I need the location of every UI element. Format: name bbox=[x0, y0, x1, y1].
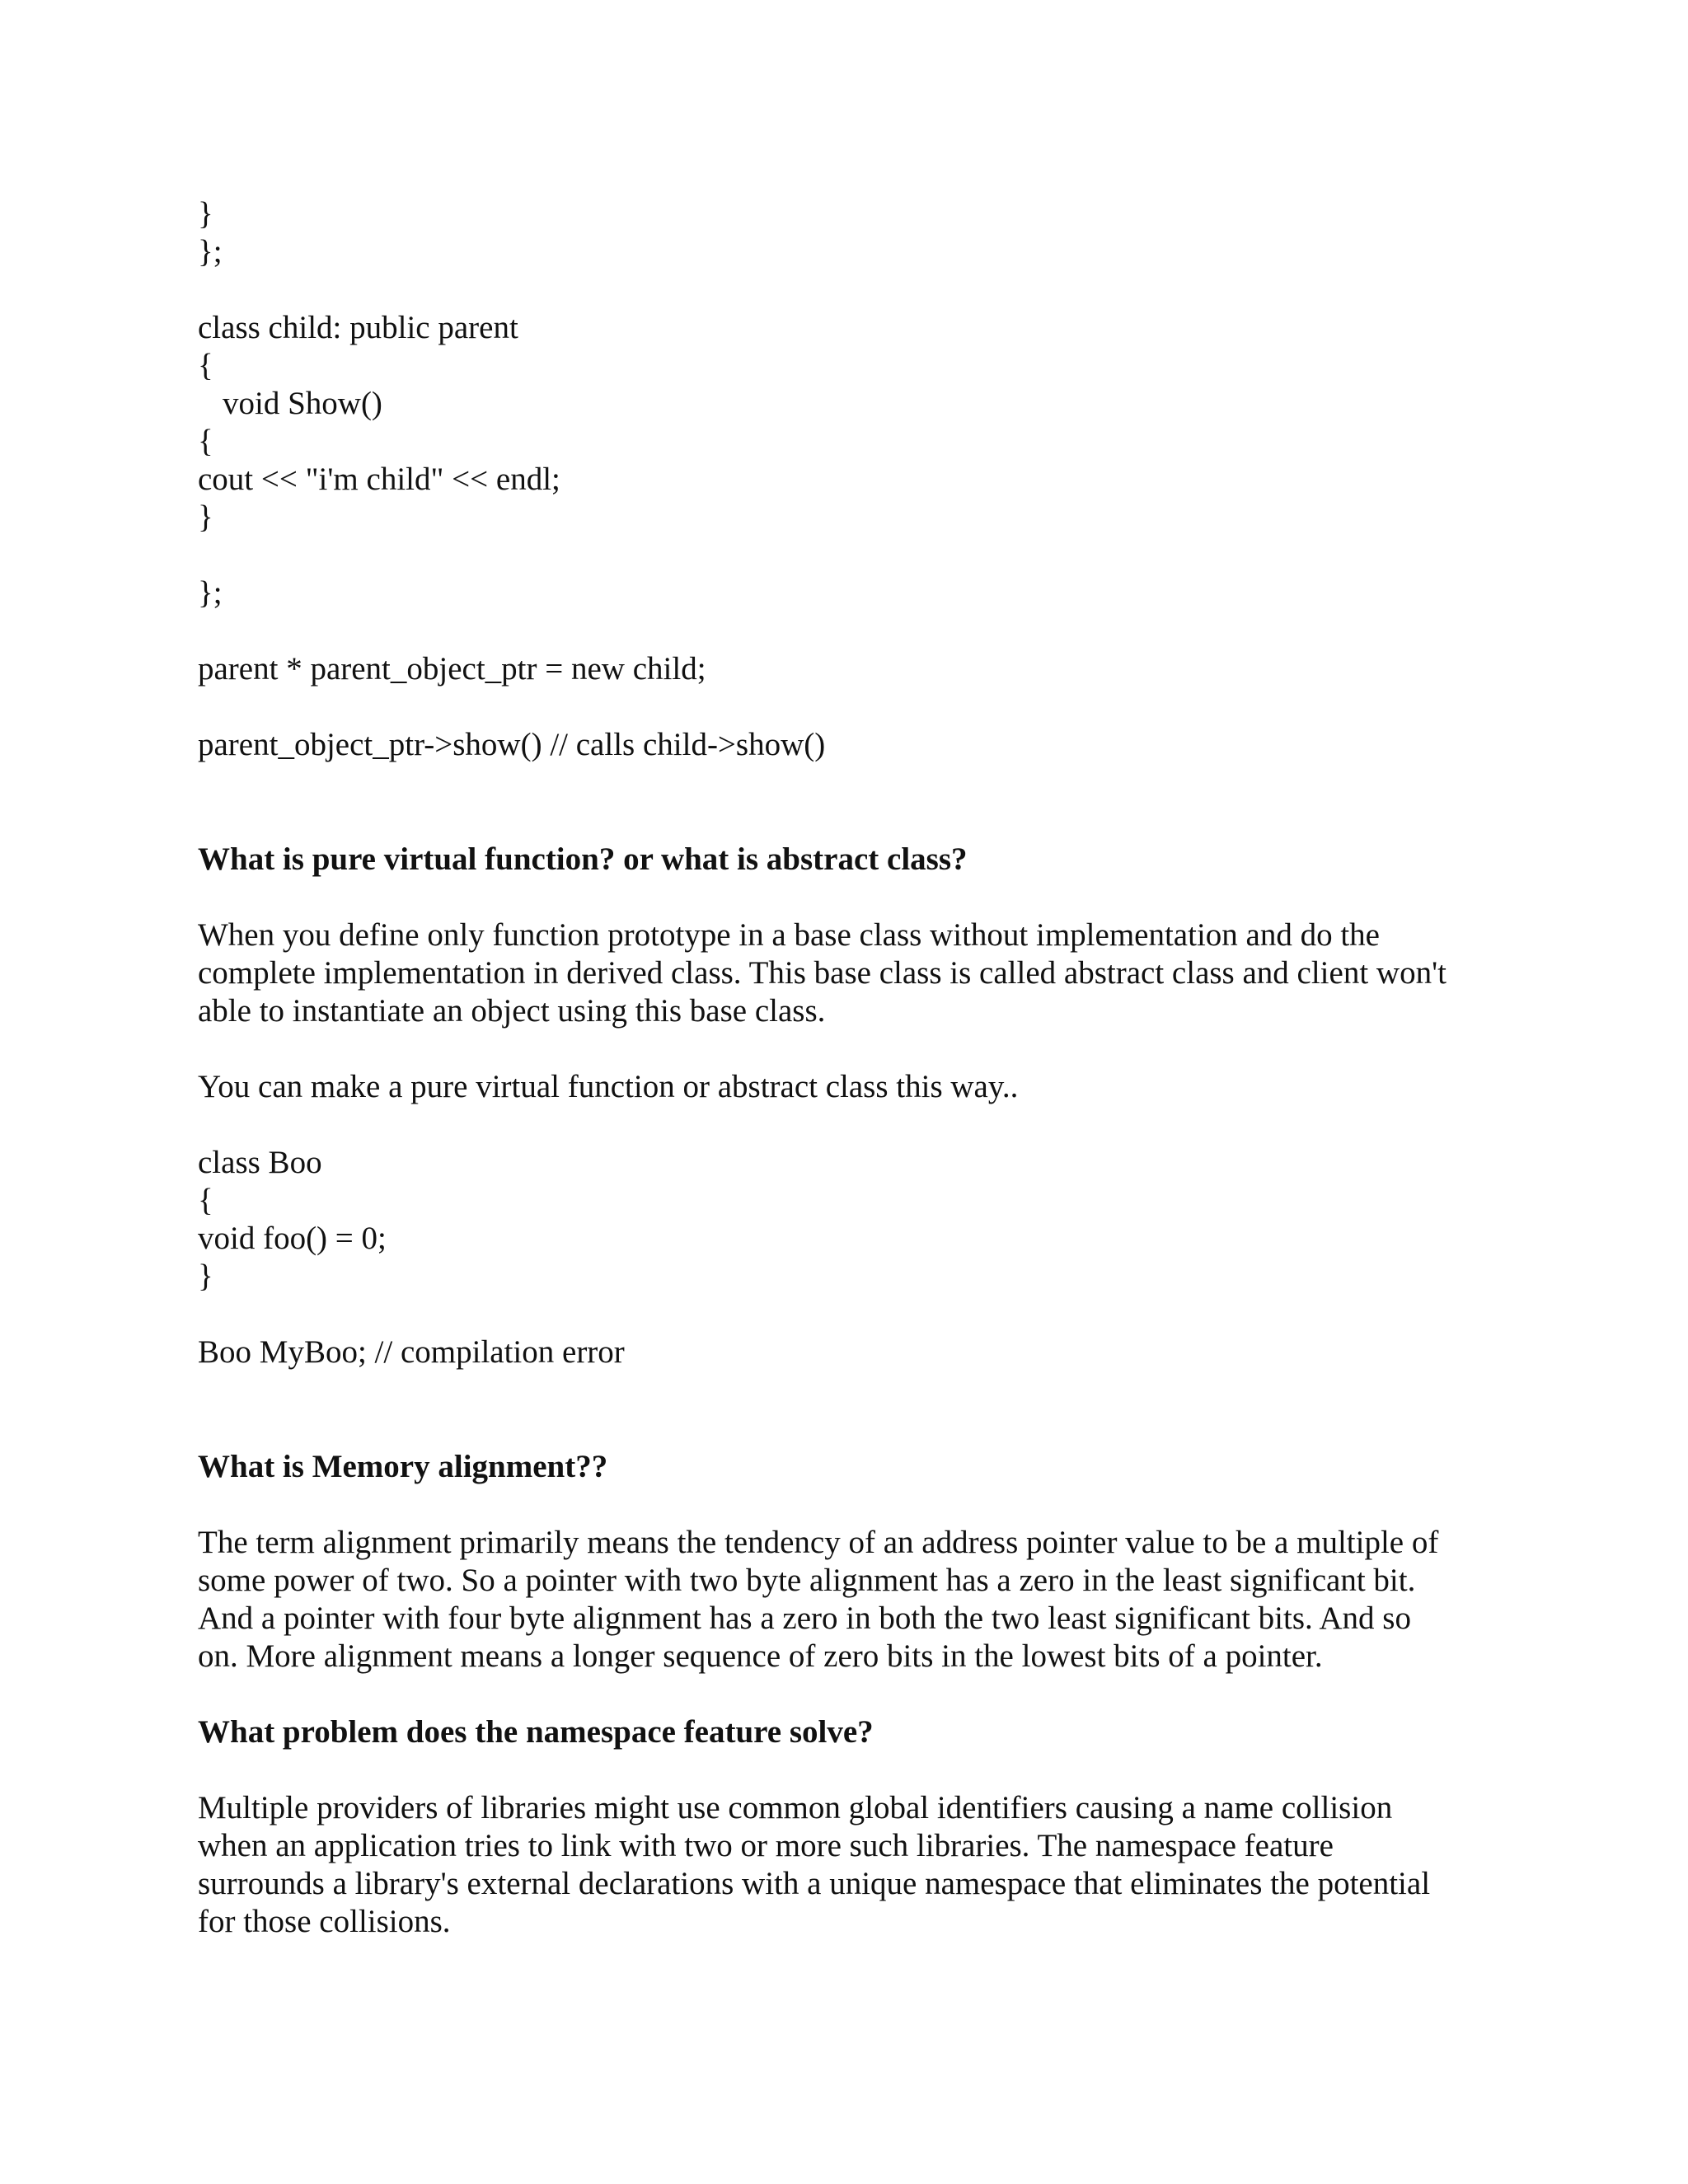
paragraph-line: for those collisions. bbox=[198, 1904, 451, 1939]
section-heading: What is Memory alignment?? bbox=[198, 1449, 608, 1484]
code-line: Boo MyBoo; // compilation error bbox=[198, 1334, 625, 1370]
section-heading: What is pure virtual function? or what is abstract class? bbox=[198, 841, 968, 877]
code-line: { bbox=[198, 424, 213, 459]
code-line: } bbox=[198, 499, 213, 535]
paragraph-line: When you define only function prototype in a base class without implementation and do the bbox=[198, 917, 1380, 953]
paragraph-line: The term alignment primarily means the tendency of an address pointer value to be a multiple of bbox=[198, 1525, 1439, 1560]
paragraph-line: when an application tries to link with two or more such libraries. The namespace feature bbox=[198, 1828, 1334, 1863]
code-line: parent * parent_object_ptr = new child; bbox=[198, 651, 706, 687]
code-line: class Boo bbox=[198, 1145, 322, 1180]
paragraph-line: Multiple providers of libraries might use common global identifiers causing a name collision bbox=[198, 1790, 1393, 1825]
code-line: { bbox=[198, 1183, 213, 1218]
code-line: parent_object_ptr->show() // calls child->show() bbox=[198, 727, 826, 762]
code-line: cout << "i'm child" << endl; bbox=[198, 462, 560, 497]
paragraph-line: complete implementation in derived class. This base class is called abstract class and client won't bbox=[198, 955, 1447, 991]
code-line: class child: public parent bbox=[198, 310, 518, 345]
paragraph-line: You can make a pure virtual function or abstract class this way.. bbox=[198, 1069, 1019, 1104]
code-line: void foo() = 0; bbox=[198, 1221, 387, 1256]
code-line: }; bbox=[198, 234, 223, 269]
code-line: } bbox=[198, 1258, 213, 1294]
paragraph-line: able to instantiate an object using this base class. bbox=[198, 993, 826, 1029]
section-heading: What problem does the namespace feature solve? bbox=[198, 1714, 874, 1750]
paragraph-line: some power of two. So a pointer with two byte alignment has a zero in the least significant bit. bbox=[198, 1563, 1416, 1598]
code-line: }; bbox=[198, 575, 223, 611]
paragraph-line: surrounds a library's external declarations with a unique namespace that eliminates the potential bbox=[198, 1866, 1431, 1901]
code-line: void Show() bbox=[223, 386, 382, 421]
code-line: } bbox=[198, 196, 213, 232]
paragraph-line: on. More alignment means a longer sequence of zero bits in the lowest bits of a pointer. bbox=[198, 1638, 1323, 1674]
paragraph-line: And a pointer with four byte alignment has a zero in both the two least significant bits. And so bbox=[198, 1601, 1411, 1636]
code-line: { bbox=[198, 348, 213, 383]
